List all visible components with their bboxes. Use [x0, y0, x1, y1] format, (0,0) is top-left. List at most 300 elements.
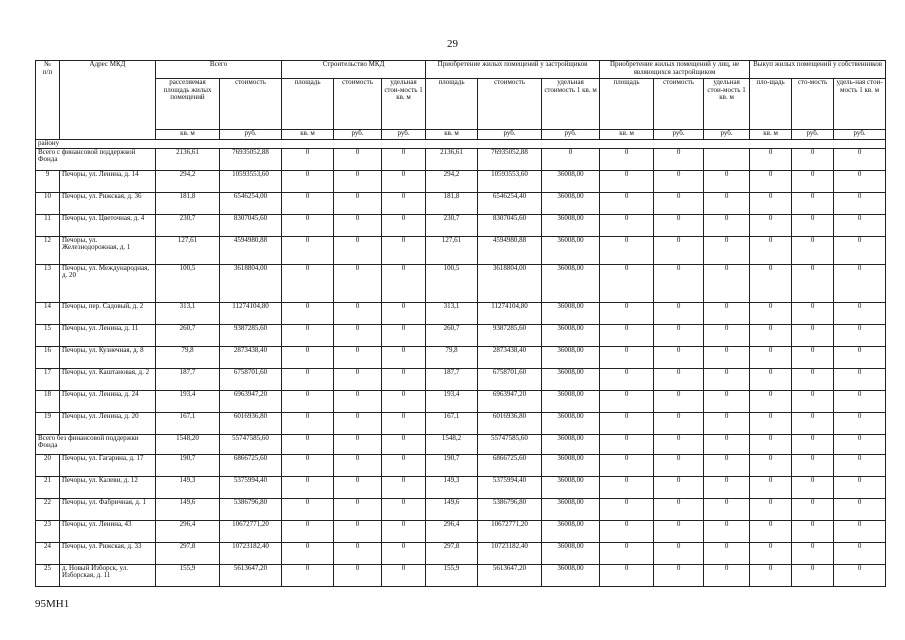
- table-cell: 6758701,60: [478, 368, 542, 390]
- row-address: Печоры, ул. Каштановая, д. 2: [60, 368, 156, 390]
- total-label: Всего без финансовой поддержки Фонда: [36, 434, 156, 454]
- header-sub-col: стоимость: [654, 79, 704, 130]
- table-cell: 10672771,20: [220, 520, 282, 542]
- table-cell: 0: [282, 192, 334, 214]
- row-address: Печоры, ул. Ленина, д. 14: [60, 170, 156, 192]
- table-cell: 294,2: [426, 170, 478, 192]
- table-cell: 0: [600, 302, 654, 324]
- table-cell: 187,7: [156, 368, 220, 390]
- table-cell: 0: [654, 390, 704, 412]
- table-cell: 0: [382, 520, 426, 542]
- table-cell: 294,2: [156, 170, 220, 192]
- row-address: Печоры, пер. Садовый, д. 2: [60, 302, 156, 324]
- table-cell: 0: [654, 236, 704, 264]
- table-row: [36, 520, 886, 542]
- row-number: 11: [36, 214, 60, 236]
- table-cell: 296,4: [426, 520, 478, 542]
- table-cell: 0: [600, 520, 654, 542]
- table-cell: 0: [334, 236, 382, 264]
- table-cell: 0: [382, 368, 426, 390]
- table-cell: 0: [282, 498, 334, 520]
- table-cell: 3618804,00: [220, 264, 282, 302]
- table-cell: 0: [382, 148, 426, 170]
- table-cell: 0: [750, 412, 792, 434]
- table-cell: 0: [600, 148, 654, 170]
- table-cell: 6866725,60: [478, 454, 542, 476]
- table-cell: 0: [282, 214, 334, 236]
- table-cell: 0: [792, 170, 834, 192]
- table-cell: 0: [600, 346, 654, 368]
- table-cell: 0: [654, 564, 704, 586]
- header-group-developers: Приобретение жилых помещений у застройщиков: [426, 61, 600, 79]
- table-cell: 3618804,00: [478, 264, 542, 302]
- table-cell: 0: [792, 434, 834, 454]
- table-cell: 0: [834, 214, 886, 236]
- header-unit-col: кв. м: [156, 130, 220, 140]
- table-cell: 0: [792, 476, 834, 498]
- table-cell: 0: [282, 170, 334, 192]
- table-cell: 0: [382, 302, 426, 324]
- table-cell: 36008,00: [542, 520, 600, 542]
- header-group-construction: Строительство МКД: [282, 61, 426, 79]
- table-cell: 0: [750, 520, 792, 542]
- table-cell: 0: [750, 302, 792, 324]
- table-cell: 0: [282, 236, 334, 264]
- header-sub-col: площадь: [282, 79, 334, 130]
- table-cell: 0: [750, 170, 792, 192]
- table-cell: 0: [542, 148, 600, 170]
- table-cell: 36008,00: [542, 170, 600, 192]
- table-cell: 0: [334, 542, 382, 564]
- row-address: Печоры, ул. Международная, д. 20: [60, 264, 156, 302]
- table-cell: 0: [600, 412, 654, 434]
- table-cell: [704, 148, 750, 170]
- table-cell: 0: [654, 170, 704, 192]
- row-address: Печоры, ул. Гагарина, д. 17: [60, 454, 156, 476]
- table-cell: 0: [654, 520, 704, 542]
- table-cell: 0: [750, 476, 792, 498]
- table-cell: 0: [654, 148, 704, 170]
- table-cell: 0: [792, 214, 834, 236]
- table-cell: 0: [334, 170, 382, 192]
- table-cell: 0: [834, 148, 886, 170]
- table-cell: 0: [600, 434, 654, 454]
- header-unit-col: руб.: [478, 130, 542, 140]
- table-cell: 0: [334, 214, 382, 236]
- table-cell: 0: [282, 434, 334, 454]
- table-row: [36, 302, 886, 324]
- table-cell: 1548,2: [426, 434, 478, 454]
- row-address: Печоры, ул. Рижская, д. 33: [60, 542, 156, 564]
- table-cell: 36008,00: [542, 264, 600, 302]
- table-cell: 0: [382, 264, 426, 302]
- table-cell: 296,4: [156, 520, 220, 542]
- table-cell: 0: [834, 170, 886, 192]
- table-cell: 36008,00: [542, 368, 600, 390]
- table-cell: 11274104,80: [478, 302, 542, 324]
- table-cell: 260,7: [156, 324, 220, 346]
- table-cell: 0: [834, 542, 886, 564]
- table-cell: 0: [600, 236, 654, 264]
- table-cell: 5386796,80: [478, 498, 542, 520]
- table-cell: 0: [382, 346, 426, 368]
- header-unit-col: руб.: [654, 130, 704, 140]
- table-cell: 0: [834, 476, 886, 498]
- total-row: [36, 148, 886, 170]
- table-cell: 5386796,80: [220, 498, 282, 520]
- table-cell: 149,6: [156, 498, 220, 520]
- table-cell: 0: [282, 564, 334, 586]
- table-cell: 0: [834, 192, 886, 214]
- table-cell: 230,7: [426, 214, 478, 236]
- table-cell: 0: [834, 520, 886, 542]
- row-address: д. Новый Изборск, ул. Изборская, д. 11: [60, 564, 156, 586]
- table-cell: 190,7: [426, 454, 478, 476]
- table-cell: 36008,00: [542, 346, 600, 368]
- table-cell: 0: [792, 564, 834, 586]
- row-address: Печоры, ул. Ленина, д. 24: [60, 390, 156, 412]
- table-cell: 4594980,88: [478, 236, 542, 264]
- table-cell: 0: [834, 498, 886, 520]
- table-cell: 0: [654, 346, 704, 368]
- table-cell: 0: [834, 390, 886, 412]
- table-header: [36, 61, 886, 140]
- row-number: 20: [36, 454, 60, 476]
- table-cell: 0: [282, 412, 334, 434]
- table-cell: 0: [834, 434, 886, 454]
- table-cell: 0: [704, 412, 750, 434]
- total-label: Всего с финансовой поддержкой Фонда: [36, 148, 156, 170]
- table-cell: 313,1: [426, 302, 478, 324]
- table-cell: 0: [704, 346, 750, 368]
- header-unit-col: руб.: [542, 130, 600, 140]
- header-sub-col: стоимость: [334, 79, 382, 130]
- table-cell: 0: [334, 412, 382, 434]
- header-sub-col: удельная стои-мость 1 кв. м: [382, 79, 426, 130]
- table-cell: 0: [704, 214, 750, 236]
- table-cell: 10593553,60: [478, 170, 542, 192]
- table-cell: 0: [750, 434, 792, 454]
- table-cell: 0: [834, 564, 886, 586]
- table-cell: 36008,00: [542, 542, 600, 564]
- table-cell: 0: [834, 454, 886, 476]
- row-number: 10: [36, 192, 60, 214]
- header-unit-col: кв. м: [750, 130, 792, 140]
- table-cell: 260,7: [426, 324, 478, 346]
- table-cell: 1548,20: [156, 434, 220, 454]
- table-cell: 0: [654, 476, 704, 498]
- table-cell: 0: [834, 412, 886, 434]
- table-cell: 0: [282, 368, 334, 390]
- table-cell: 0: [334, 520, 382, 542]
- table-cell: 0: [834, 368, 886, 390]
- table-cell: 0: [654, 412, 704, 434]
- table-cell: 4594980,88: [220, 236, 282, 264]
- table-cell: 0: [750, 498, 792, 520]
- table-cell: 149,6: [426, 498, 478, 520]
- table-cell: 127,61: [426, 236, 478, 264]
- table-cell: 79,8: [426, 346, 478, 368]
- table-cell: 0: [282, 454, 334, 476]
- table-cell: 0: [792, 454, 834, 476]
- table-cell: 6016936,80: [220, 412, 282, 434]
- table-cell: 0: [792, 390, 834, 412]
- table-cell: 149,3: [156, 476, 220, 498]
- table-cell: 0: [600, 192, 654, 214]
- table-row: [36, 390, 886, 412]
- table-row: [36, 192, 886, 214]
- table-cell: 0: [334, 302, 382, 324]
- table-cell: 0: [750, 192, 792, 214]
- row-number: 19: [36, 412, 60, 434]
- table-cell: 36008,00: [542, 412, 600, 434]
- table-cell: 9387285,60: [220, 324, 282, 346]
- total-row: [36, 434, 886, 454]
- table-cell: 0: [382, 170, 426, 192]
- table-cell: 0: [750, 564, 792, 586]
- table-cell: 181,8: [426, 192, 478, 214]
- table-cell: 0: [792, 192, 834, 214]
- table-cell: 0: [750, 236, 792, 264]
- table-cell: 36008,00: [542, 192, 600, 214]
- table-cell: 155,9: [156, 564, 220, 586]
- table-cell: 0: [750, 148, 792, 170]
- table-cell: 0: [600, 390, 654, 412]
- table-cell: 6546254,00: [220, 192, 282, 214]
- row-address: Печоры, ул. Кузнечная, д. 8: [60, 346, 156, 368]
- table-cell: 0: [704, 302, 750, 324]
- row-address: Печоры, ул. Рижская, д. 36: [60, 192, 156, 214]
- table-cell: 0: [654, 324, 704, 346]
- table-cell: 0: [750, 542, 792, 564]
- table-cell: 0: [382, 454, 426, 476]
- table-cell: 0: [792, 542, 834, 564]
- header-group-total: Всего: [156, 61, 282, 79]
- table-cell: 0: [750, 346, 792, 368]
- header-unit-col: кв. м: [282, 130, 334, 140]
- table-cell: 0: [704, 454, 750, 476]
- table-cell: 167,1: [426, 412, 478, 434]
- table-cell: 0: [704, 476, 750, 498]
- table-cell: 0: [792, 368, 834, 390]
- row-address: Печоры, ул. Железнодорожная, д. 1: [60, 236, 156, 264]
- table-cell: 0: [382, 192, 426, 214]
- table-cell: 0: [282, 520, 334, 542]
- table-row: [36, 170, 886, 192]
- header-unit-col: руб.: [382, 130, 426, 140]
- table-cell: 127,61: [156, 236, 220, 264]
- header-group-non-developers: Приобретение жилых помещений у лиц, не являющихся застройщиком: [600, 61, 750, 79]
- page-number: 29: [447, 38, 458, 50]
- header-group-buyout: Выкуп жилых помещений у собственников: [750, 61, 886, 79]
- table-cell: 0: [382, 542, 426, 564]
- table-cell: 313,1: [156, 302, 220, 324]
- table-cell: 0: [792, 498, 834, 520]
- table-cell: 0: [704, 170, 750, 192]
- table-cell: 0: [334, 390, 382, 412]
- table-cell: 0: [334, 264, 382, 302]
- table-cell: 0: [834, 346, 886, 368]
- table-cell: 0: [282, 476, 334, 498]
- header-sub-col: площадь: [426, 79, 478, 130]
- table-cell: 6546254,40: [478, 192, 542, 214]
- table-row: [36, 454, 886, 476]
- header-unit-col: руб.: [792, 130, 834, 140]
- table-row: [36, 214, 886, 236]
- row-number: 18: [36, 390, 60, 412]
- row-address: Печоры, ул. Цветочная, д. 4: [60, 214, 156, 236]
- footer-code: 95МН1: [35, 598, 70, 610]
- table-cell: 0: [382, 324, 426, 346]
- table-cell: 0: [334, 454, 382, 476]
- table-cell: 0: [600, 564, 654, 586]
- row-number: 23: [36, 520, 60, 542]
- table-cell: 76935052,88: [478, 148, 542, 170]
- table-cell: 0: [704, 390, 750, 412]
- table-cell: 149,3: [426, 476, 478, 498]
- table-cell: 5613647,20: [478, 564, 542, 586]
- table-cell: 190,7: [156, 454, 220, 476]
- table-cell: 36008,00: [542, 454, 600, 476]
- table-cell: 36008,00: [542, 236, 600, 264]
- row-address: Печоры, ул. Ленина, д. 11: [60, 324, 156, 346]
- header-unit-col: руб.: [834, 130, 886, 140]
- table-cell: 0: [792, 324, 834, 346]
- table-cell: 0: [654, 264, 704, 302]
- table-cell: 55747585,60: [220, 434, 282, 454]
- table-cell: 55747585,60: [478, 434, 542, 454]
- table-cell: 0: [334, 324, 382, 346]
- table-cell: 0: [654, 542, 704, 564]
- table-cell: 167,1: [156, 412, 220, 434]
- table-cell: 36008,00: [542, 324, 600, 346]
- table-cell: 36008,00: [542, 434, 600, 454]
- header-sub-col: стоимость: [478, 79, 542, 130]
- row-number: 14: [36, 302, 60, 324]
- table-row: [36, 498, 886, 520]
- table-cell: 0: [334, 346, 382, 368]
- header-sub-col: сто-мость: [792, 79, 834, 130]
- table-cell: 0: [704, 192, 750, 214]
- table-row: [36, 346, 886, 368]
- table-row: [36, 542, 886, 564]
- table-body: [36, 140, 886, 587]
- header-unit-col: руб.: [704, 130, 750, 140]
- header-unit-col: руб.: [220, 130, 282, 140]
- row-number: 16: [36, 346, 60, 368]
- table-cell: 0: [704, 542, 750, 564]
- table-cell: 0: [382, 564, 426, 586]
- row-number: 24: [36, 542, 60, 564]
- table-cell: 0: [282, 542, 334, 564]
- table-cell: 2873438,40: [220, 346, 282, 368]
- table-cell: 297,8: [426, 542, 478, 564]
- table-row: [36, 264, 886, 302]
- table-cell: 0: [750, 264, 792, 302]
- table-cell: 0: [834, 324, 886, 346]
- table-cell: 0: [792, 302, 834, 324]
- table-cell: 10723182,40: [478, 542, 542, 564]
- table-cell: 0: [282, 148, 334, 170]
- table-cell: 10593553,60: [220, 170, 282, 192]
- table-cell: 0: [600, 214, 654, 236]
- header-sub-col: площадь: [600, 79, 654, 130]
- table-cell: 100,5: [426, 264, 478, 302]
- row-address: Печоры, ул. Фабричная, д. 1: [60, 498, 156, 520]
- table-row: [36, 564, 886, 586]
- header-num: № п/п: [36, 61, 60, 140]
- table-cell: 8307045,60: [220, 214, 282, 236]
- table-row: [36, 368, 886, 390]
- table-cell: 0: [704, 434, 750, 454]
- table-cell: 0: [600, 368, 654, 390]
- row-address: Печоры, ул. Ленина, 43: [60, 520, 156, 542]
- table-cell: 0: [334, 498, 382, 520]
- table-cell: 0: [792, 236, 834, 264]
- table-cell: 0: [834, 264, 886, 302]
- table-cell: 6866725,60: [220, 454, 282, 476]
- table-cell: 0: [382, 498, 426, 520]
- table-cell: 0: [750, 324, 792, 346]
- table-cell: 0: [654, 192, 704, 214]
- table-row: [36, 324, 886, 346]
- table-cell: 0: [382, 390, 426, 412]
- row-number: 21: [36, 476, 60, 498]
- table-cell: 0: [654, 302, 704, 324]
- table-cell: 0: [382, 434, 426, 454]
- row-number: 12: [36, 236, 60, 264]
- table-cell: 36008,00: [542, 476, 600, 498]
- table-cell: 0: [282, 264, 334, 302]
- table-cell: 36008,00: [542, 564, 600, 586]
- table-cell: 0: [382, 476, 426, 498]
- table-cell: 6963947,20: [220, 390, 282, 412]
- table-cell: 36008,00: [542, 498, 600, 520]
- table-cell: 0: [334, 148, 382, 170]
- header-sub-col: стоимость: [220, 79, 282, 130]
- table-cell: 0: [282, 390, 334, 412]
- table-cell: 187,7: [426, 368, 478, 390]
- table-cell: 5613647,20: [220, 564, 282, 586]
- table-cell: 0: [654, 434, 704, 454]
- table-row: [36, 236, 886, 264]
- table-cell: 0: [600, 542, 654, 564]
- table-cell: 8307045,60: [478, 214, 542, 236]
- table-cell: 6758701,60: [220, 368, 282, 390]
- header-unit-col: руб.: [334, 130, 382, 140]
- table-cell: 0: [792, 520, 834, 542]
- table-cell: 36008,00: [542, 214, 600, 236]
- table-cell: 193,4: [426, 390, 478, 412]
- table-cell: 0: [704, 498, 750, 520]
- table-cell: 0: [282, 302, 334, 324]
- table-cell: 0: [382, 236, 426, 264]
- row-address: Печоры, ул. Калеви, д. 12: [60, 476, 156, 498]
- resettlement-table: [35, 60, 886, 587]
- table-cell: 2873438,40: [478, 346, 542, 368]
- table-cell: 6963947,20: [478, 390, 542, 412]
- table-cell: 76935052,88: [220, 148, 282, 170]
- table-cell: 0: [334, 192, 382, 214]
- table-cell: 100,5: [156, 264, 220, 302]
- table-cell: 0: [704, 368, 750, 390]
- table-cell: 2136,61: [156, 148, 220, 170]
- table-cell: 0: [334, 476, 382, 498]
- table-cell: 9387285,60: [478, 324, 542, 346]
- table-cell: 0: [704, 236, 750, 264]
- table-cell: 0: [600, 324, 654, 346]
- row-number: 22: [36, 498, 60, 520]
